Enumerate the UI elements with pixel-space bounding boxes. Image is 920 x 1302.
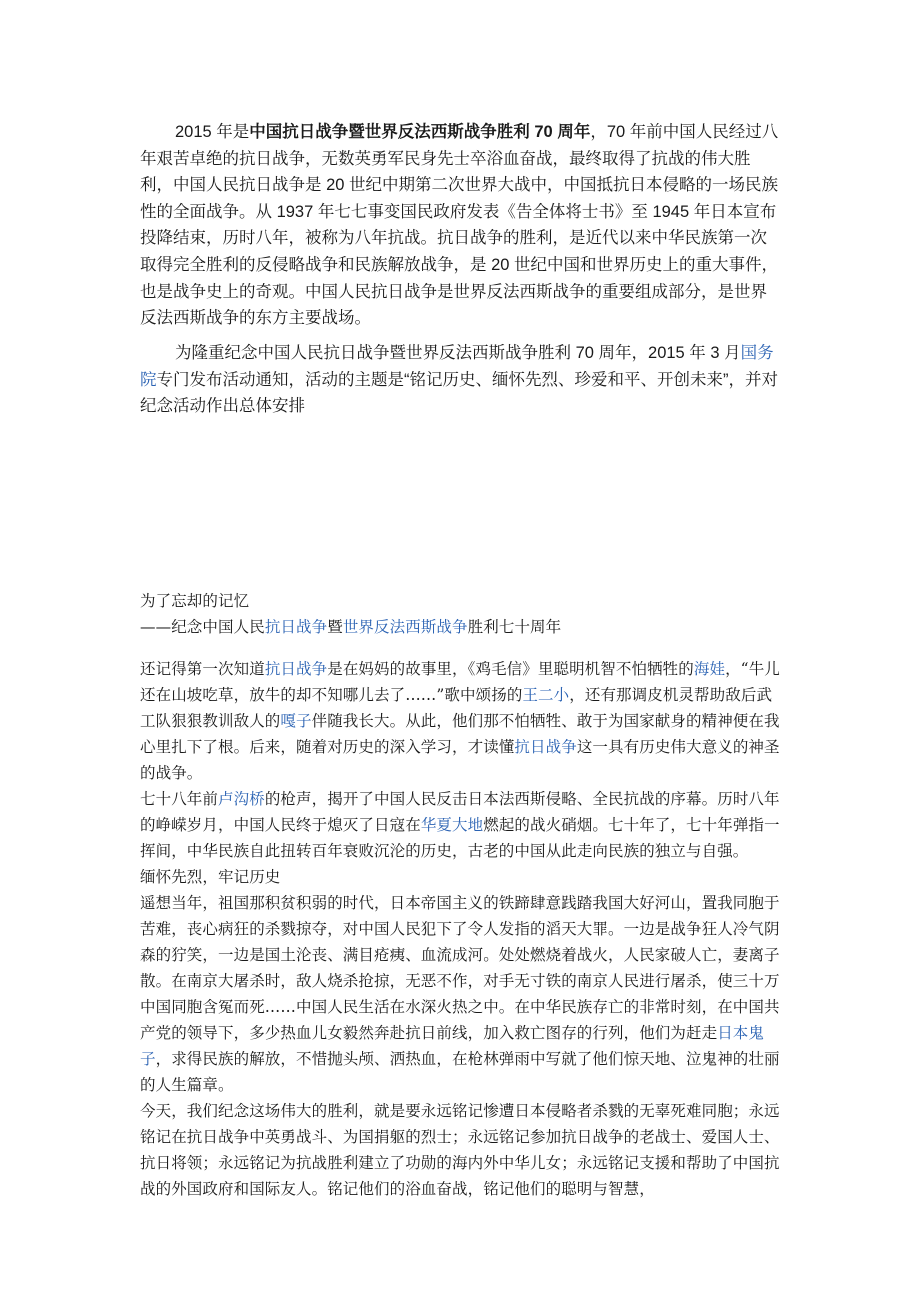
intro-p1-rest: ，70 年前中国人民经过八年艰苦卓绝的抗日战争，无数英勇军民身先士卒浴血奋战，最终取得了抗战的伟大胜利，中国人民抗日战争是 20 世纪中期第二次世界大战中，中国抵抗日本侵略的一场民族性的全面战争。从 1937 年七七事变国民政府发表《告全体将士书》至 1945 年日本宣布投降结束，历时八年，被称为八年抗战。抗日战争的胜利，是近代以来中华民族第一次取得完全胜利的反侵略战争和民族解放战争，是 20 世纪中国和世界历史上的重大事件，也是战争史上的奇观。中国人民抗日战争是世界反法西斯战争的重要组成部分，是世界反法西斯战争的东方主要战场。 (140, 123, 779, 328)
link-state-council[interactable]: 国务院 (140, 344, 774, 389)
para1-text-3: ，“牛儿还在山坡吃草，放牛的却不知哪儿去了……”歌中颂扬的 (140, 660, 780, 704)
link-war-2[interactable]: 抗日战争 (514, 738, 577, 756)
subtitle-part-a: ——纪念中国人民 (140, 618, 265, 636)
para3-text-2: ，求得民族的解放，不惜抛头颅、洒热血，在枪林弹雨中写就了他们惊天地、泣鬼神的壮丽的人生篇章。 (140, 1050, 780, 1094)
article-header (140, 588, 780, 640)
link-huaxia[interactable]: 华夏大地 (420, 816, 484, 834)
subtitle-part-b: 暨 (327, 618, 343, 636)
intro-p1-lead: 2015 年是 (175, 123, 250, 141)
link-gazi[interactable]: 嘎子 (280, 712, 312, 730)
article-title: 为了忘却的记忆 (140, 592, 250, 610)
article-body (140, 656, 780, 1202)
link-anti-japanese-war[interactable]: 抗日战争 (264, 618, 328, 636)
section-heading: 缅怀先烈，牢记历史 (140, 868, 281, 886)
para1-text-1: 还记得第一次知道 (140, 660, 265, 678)
para1-text-5: 伴随我长大。从此，他们那不怕牺牲、敢于为国家献身的精神便在我心里扎下了根。后来，随着对历史的深入学习，才读懂 (140, 712, 780, 756)
intro-p2-rest: 专门发布活动通知，活动的主题是“铭记历史、缅怀先烈、珍爱和平、开创未来”，并对纪念活动作出总体安排 (140, 370, 778, 416)
link-wang-erxiao[interactable]: 王二小 (522, 686, 570, 704)
para2-text-2: 的枪声，揭开了中国人民反击日本法西斯侵略、全民抗战的序幕。历时八年的峥嵘岁月，中国人民终于熄灭了日寇在 (140, 790, 780, 834)
link-haiwa[interactable]: 海娃 (693, 660, 726, 678)
para2-text-1: 七十八年前 (140, 790, 219, 808)
link-world-anti-fascist-war[interactable]: 世界反法西斯战争 (342, 618, 468, 636)
para1-text-2: 是在妈妈的故事里，《鸡毛信》里聪明机智不怕牺牲的 (327, 660, 694, 678)
subtitle-part-c: 胜利七十周年 (467, 618, 562, 636)
intro-p1-bold: 中国抗日战争暨世界反法西斯战争胜利 70 周年 (249, 123, 591, 141)
intro-paragraph-1 (140, 119, 780, 332)
para3-text-1: 遥想当年，祖国那积贫积弱的时代，日本帝国主义的铁蹄肆意践踏我国大好河山，置我同胞于苦难，丧心病狂的杀戮掠夺，对中国人民犯下了令人发指的滔天大罪。一边是战争狂人冷气阴森的狞笑，一边是国土沦丧、满目疮痍、血流成河。处处燃烧着战火，人民家破人亡，妻离子散。在南京大屠杀时，敌人烧杀抢掠，无恶不作，对手无寸铁的南京人民进行屠杀，使三十万中国同胞含冤而死……中国人民生活在水深火热之中。在中华民族存亡的非常时刻，在中国共产党的领导下，多少热血儿女毅然奔赴抗日前线，加入救亡图存的行列，他们为赶走 (140, 894, 780, 1042)
intro-p2-lead: 为隆重纪念中国人民抗日战争暨世界反法西斯战争胜利 70 周年，2015 年 3 月 (175, 344, 741, 362)
link-japanese-devils[interactable]: 日本鬼子 (140, 1024, 765, 1068)
para1-text-4: ，还有那调皮机灵帮助敌后武工队狠狠教训敌人的 (140, 686, 773, 730)
article-paragraph-2 (140, 786, 780, 864)
article-paragraph-4: 今天，我们纪念这场伟大的胜利，就是要永远铭记惨遭日本侵略者杀戮的无辜死难同胞；永远铭记在抗日战争中英勇战斗、为国捐躯的烈士；永远铭记参加抗日战争的老战士、爱国人士、抗日将领；永远铭记为抗战胜利建立了功勋的海内外中华儿女；永远铭记支援和帮助了中国抗战的外国政府和国际友人。铭记他们的浴血奋战，铭记他们的聪明与智慧， (140, 1102, 780, 1198)
article-paragraph-1 (140, 656, 780, 786)
intro-paragraph-2 (140, 340, 780, 420)
article-paragraph-3 (140, 890, 780, 1098)
link-war[interactable]: 抗日战争 (264, 660, 328, 678)
article-subtitle (140, 614, 780, 640)
link-lugou-bridge[interactable]: 卢沟桥 (218, 790, 265, 808)
para2-text-3: 燃起的战火硝烟。七十年了，七十年弹指一挥间，中华民族自此扭转百年衰败沉沦的历史，古老的中国从此走向民族的独立与自强。 (140, 816, 780, 860)
para1-text-6: 这一具有历史伟大意义的神圣的战争。 (140, 738, 780, 782)
